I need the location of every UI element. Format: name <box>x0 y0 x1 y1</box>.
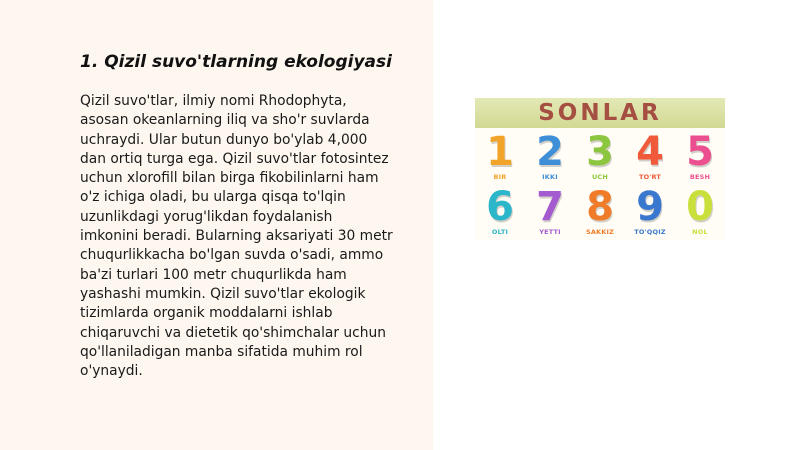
body-line: yashashi mumkin. Qizil suvo'tlar ekologik <box>80 285 366 302</box>
digit-word: OLTI <box>491 228 509 236</box>
number-cell <box>575 129 625 182</box>
poster-title: SONLAR <box>538 100 662 126</box>
body-line: ba'zi turlari 100 metr chuqurlikda ham <box>80 266 347 283</box>
body-line: uchraydi. Ular butun dunyo bo'ylab 4,000 <box>80 131 368 148</box>
digit: 6 <box>486 184 514 230</box>
digit-word: TO'QQIZ <box>634 228 666 236</box>
digit-word: BIR <box>493 173 507 181</box>
body-line: Qizil suvo'tlar, ilmiy nomi Rhodophyta, <box>80 93 347 109</box>
body-line: chiqaruvchi va dietetik qo'shimchalar uchun <box>80 324 386 341</box>
digit: 3 <box>586 129 614 175</box>
digit: 1 <box>486 129 514 175</box>
body-line: imkonini beradi. Bularning aksariyati 30 metr <box>80 228 393 245</box>
digit: 9 <box>636 184 664 230</box>
number-cell <box>525 129 575 182</box>
number-cell <box>625 129 675 182</box>
digit: 4 <box>636 129 664 175</box>
digit-word: TO'RT <box>638 173 662 181</box>
slide-title: 1. Qizil suvo'tlarning ekologiyasi <box>80 52 392 72</box>
poster-header <box>475 98 725 128</box>
digit-word: YETTI <box>539 228 561 236</box>
digit: 7 <box>536 184 564 230</box>
body-line: uzunlikdagi yorug'likdan foydalanish <box>80 208 333 225</box>
digit-word: NOL <box>692 228 708 236</box>
body-line: o'ynaydi. <box>80 363 143 380</box>
body-line: chuqurlikkacha bo'lgan suvda o'sadi, ammo <box>80 247 384 264</box>
number-cell <box>475 184 525 237</box>
number-cell <box>625 184 675 237</box>
digit-word: SAKKIZ <box>585 228 615 236</box>
body-line: uchun xlorofill bilan birga fikobilinlarni ham <box>80 170 379 187</box>
numbers-poster-image <box>475 98 725 240</box>
body-line: o'z ichiga oladi, bu ularga qisqa to'lqin <box>80 189 346 206</box>
body-line: asosan okeanlarning iliq va sho'r suvlarda <box>80 112 370 129</box>
digit-word: IKKI <box>542 173 558 181</box>
digit-word: UCH <box>591 173 609 181</box>
number-cell <box>525 184 575 237</box>
digit: 5 <box>686 129 714 175</box>
body-text <box>80 92 425 381</box>
number-cell <box>575 184 625 237</box>
digit: 0 <box>686 184 714 230</box>
number-cell <box>475 129 525 182</box>
digit: 8 <box>586 184 614 230</box>
digit-word: BESH <box>689 173 711 181</box>
number-cell <box>675 184 725 237</box>
number-cell <box>675 129 725 182</box>
body-line: tizimlarda organik moddalarni ishlab <box>80 305 333 322</box>
body-line: dan ortiq turga ega. Qizil suvo'tlar fotosintez <box>80 150 389 167</box>
body-line: qo'llaniladigan manba sifatida muhim rol <box>80 343 363 360</box>
digit: 2 <box>536 129 564 175</box>
